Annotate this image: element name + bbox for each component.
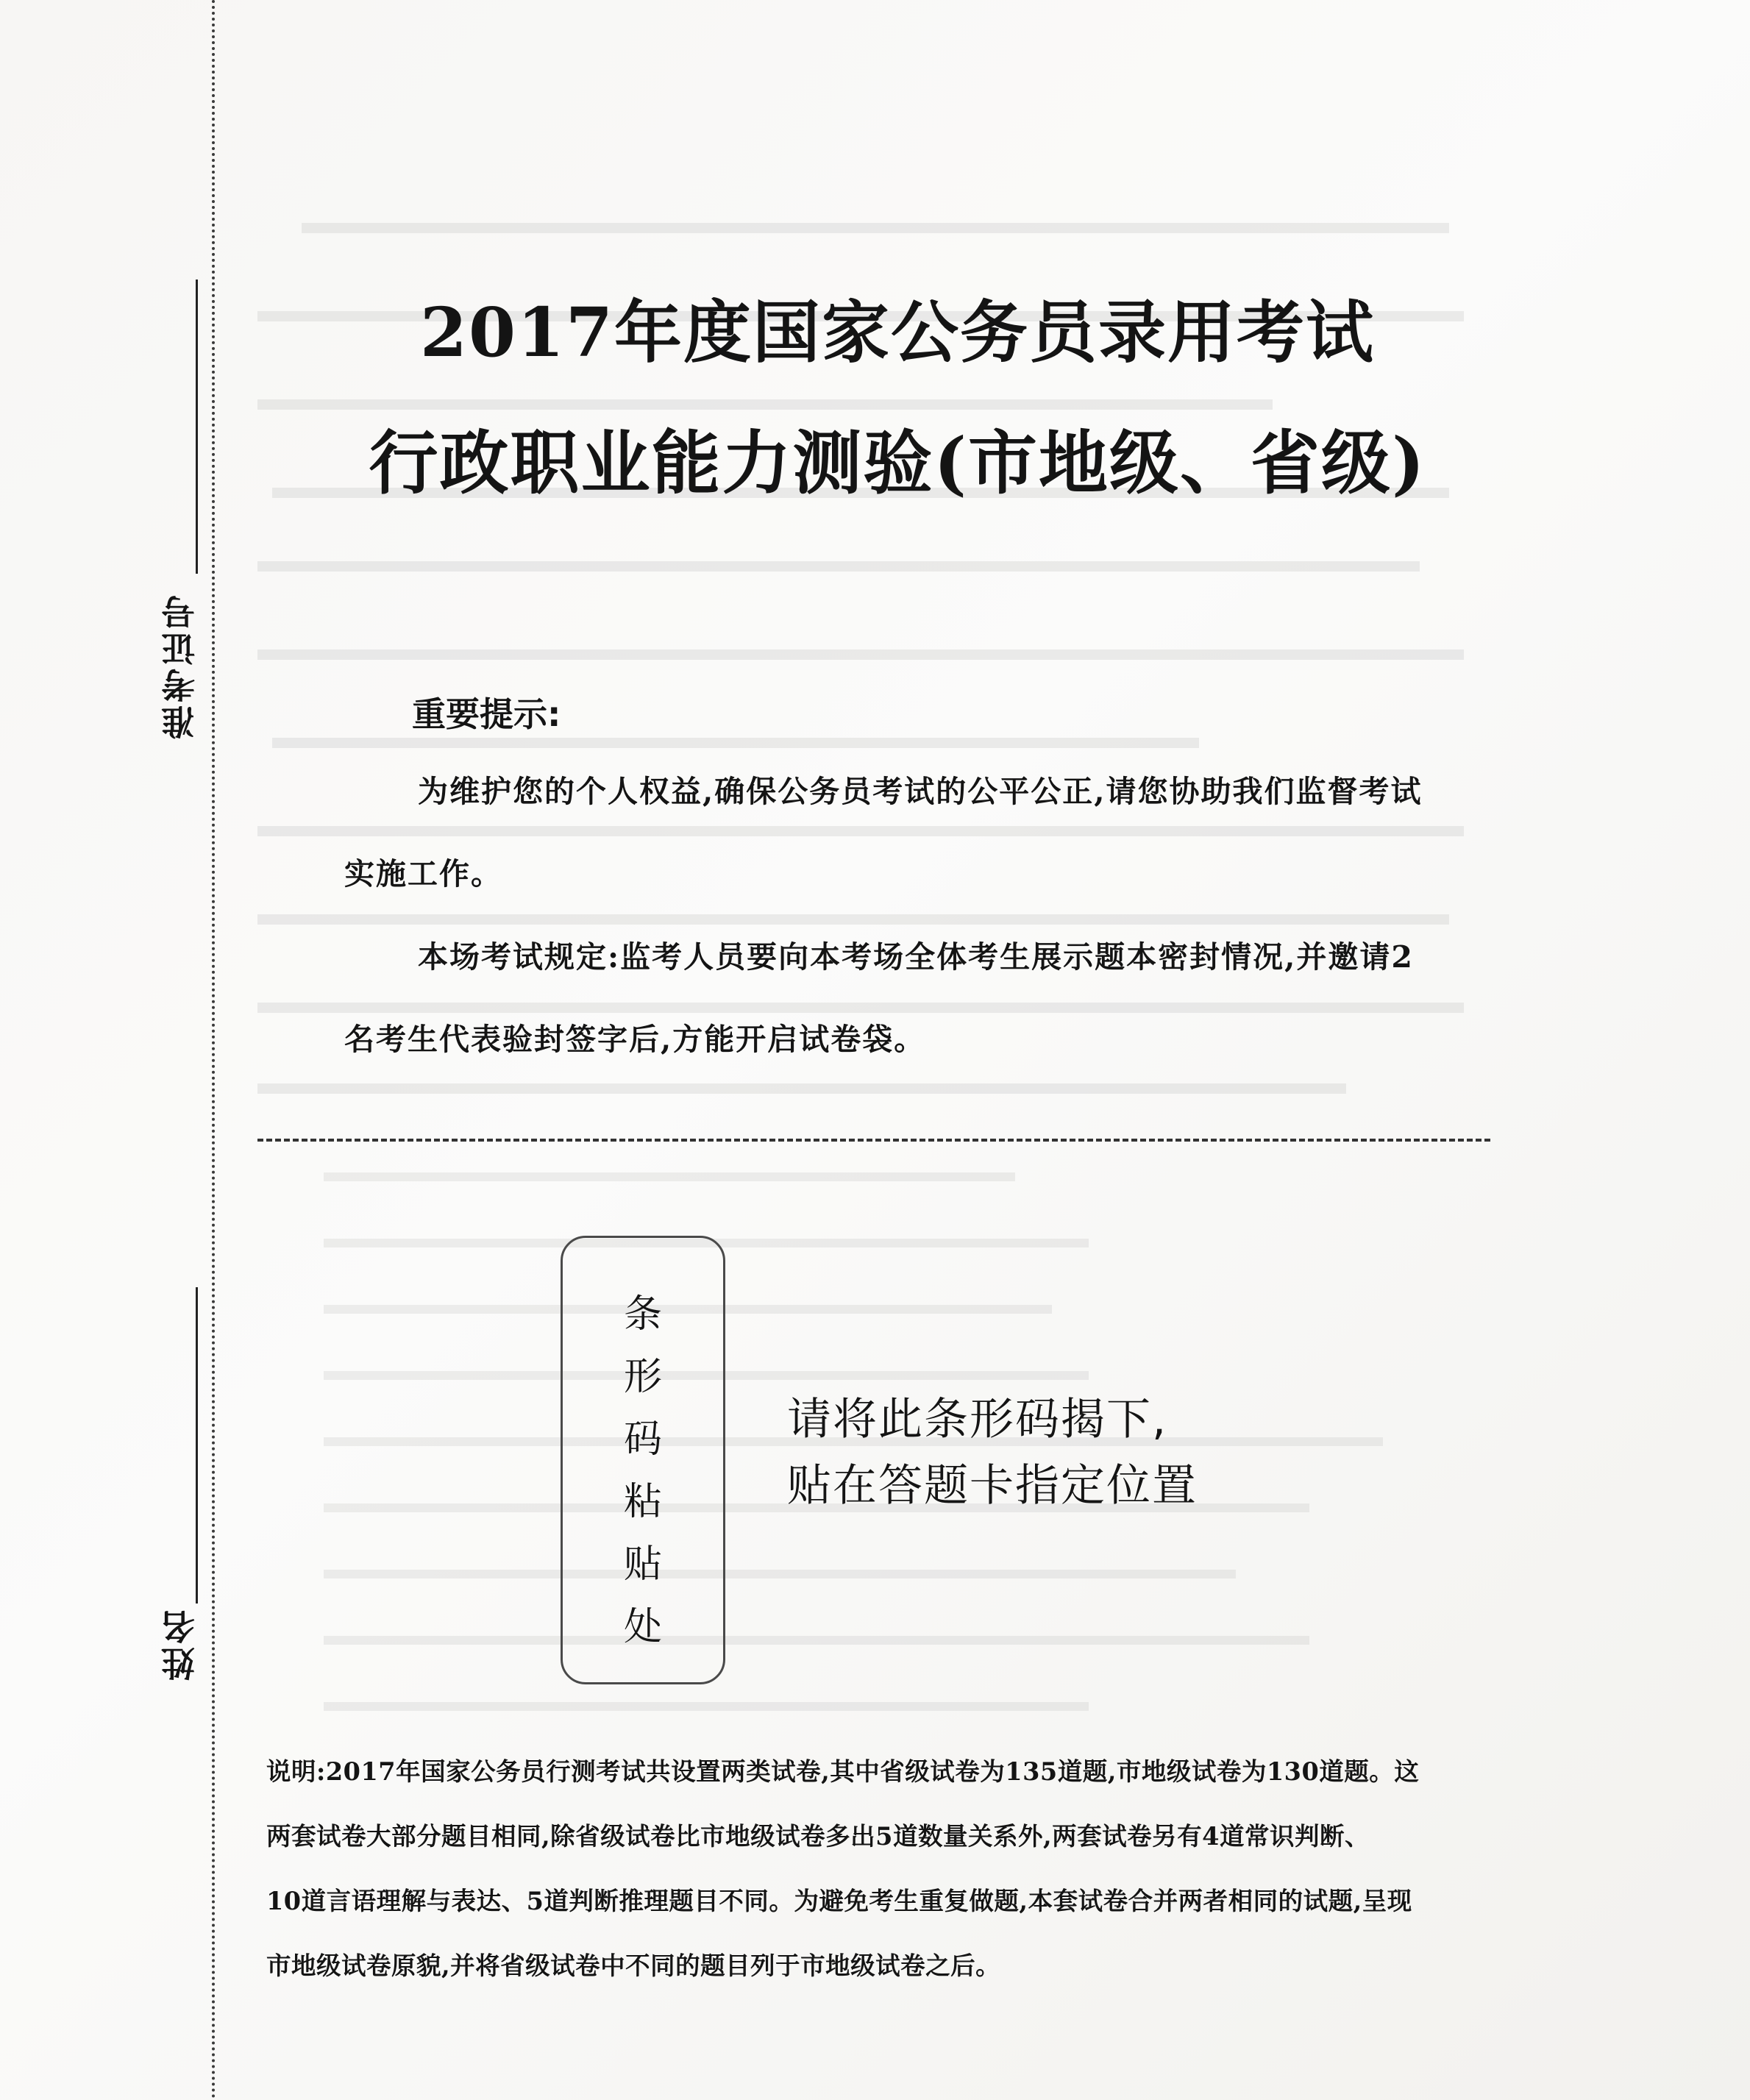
barcode-box-char: 条 <box>623 1292 662 1336</box>
explanation-line: 10道言语理解与表达、5道判断推理题目不同。为避免考生重复做题,本套试卷合并两者相同的试题,呈现 <box>266 1887 1412 1915</box>
admission-number-field <box>156 280 200 750</box>
explanation-line: 两套试卷大部分题目相同,除省级试卷比市地级试卷多出5道数量关系外,两套试卷另有4道常识判断、 <box>266 1822 1370 1851</box>
notice-heading: 重要提示: <box>412 694 561 734</box>
binding-dotted-line <box>212 0 215 2100</box>
barcode-box-char: 处 <box>623 1605 662 1649</box>
admission-number-write-line <box>196 280 198 574</box>
barcode-box-char: 粘 <box>623 1480 662 1524</box>
tear-off-dashed-line <box>257 1139 1490 1142</box>
explanation-line: 说明:2017年国家公务员行测考试共设置两类试卷,其中省级试卷为135道题,市地级试卷为130道题。这 <box>266 1757 1420 1786</box>
exam-subtitle: 行政职业能力测验(市地级、省级) <box>369 423 1426 504</box>
exam-title: 2017年度国家公务员录用考试 <box>419 293 1376 372</box>
explanation-line: 市地级试卷原貌,并将省级试卷中不同的题目列于市地级试卷之后。 <box>266 1951 1001 1980</box>
explanation-note <box>266 1740 1509 1998</box>
barcode-box-char: 形 <box>623 1355 662 1399</box>
notice-paragraph-1: 为维护您的个人权益,确保公务员考试的公平公正,请您协助我们监督考试实施工作。 <box>344 774 1423 891</box>
name-label: 姓名 <box>160 1607 200 1681</box>
name-field <box>156 1287 200 1684</box>
barcode-instruction-line-1: 请将此条形码揭下, <box>787 1394 1168 1445</box>
barcode-instruction-line-2: 贴在答题卡指定位置 <box>787 1460 1198 1512</box>
notice-paragraph-2: 本场考试规定:监考人员要向本考场全体考生展示题本密封情况,并邀请2名考生代表验封签字后,方能开启试卷袋。 <box>344 939 1414 1057</box>
barcode-box-char: 码 <box>623 1417 662 1462</box>
barcode-sticker-area <box>561 1236 725 1684</box>
admission-number-label: 准考证号 <box>160 592 200 739</box>
barcode-box-char: 贴 <box>623 1542 662 1587</box>
name-write-line <box>196 1287 198 1604</box>
